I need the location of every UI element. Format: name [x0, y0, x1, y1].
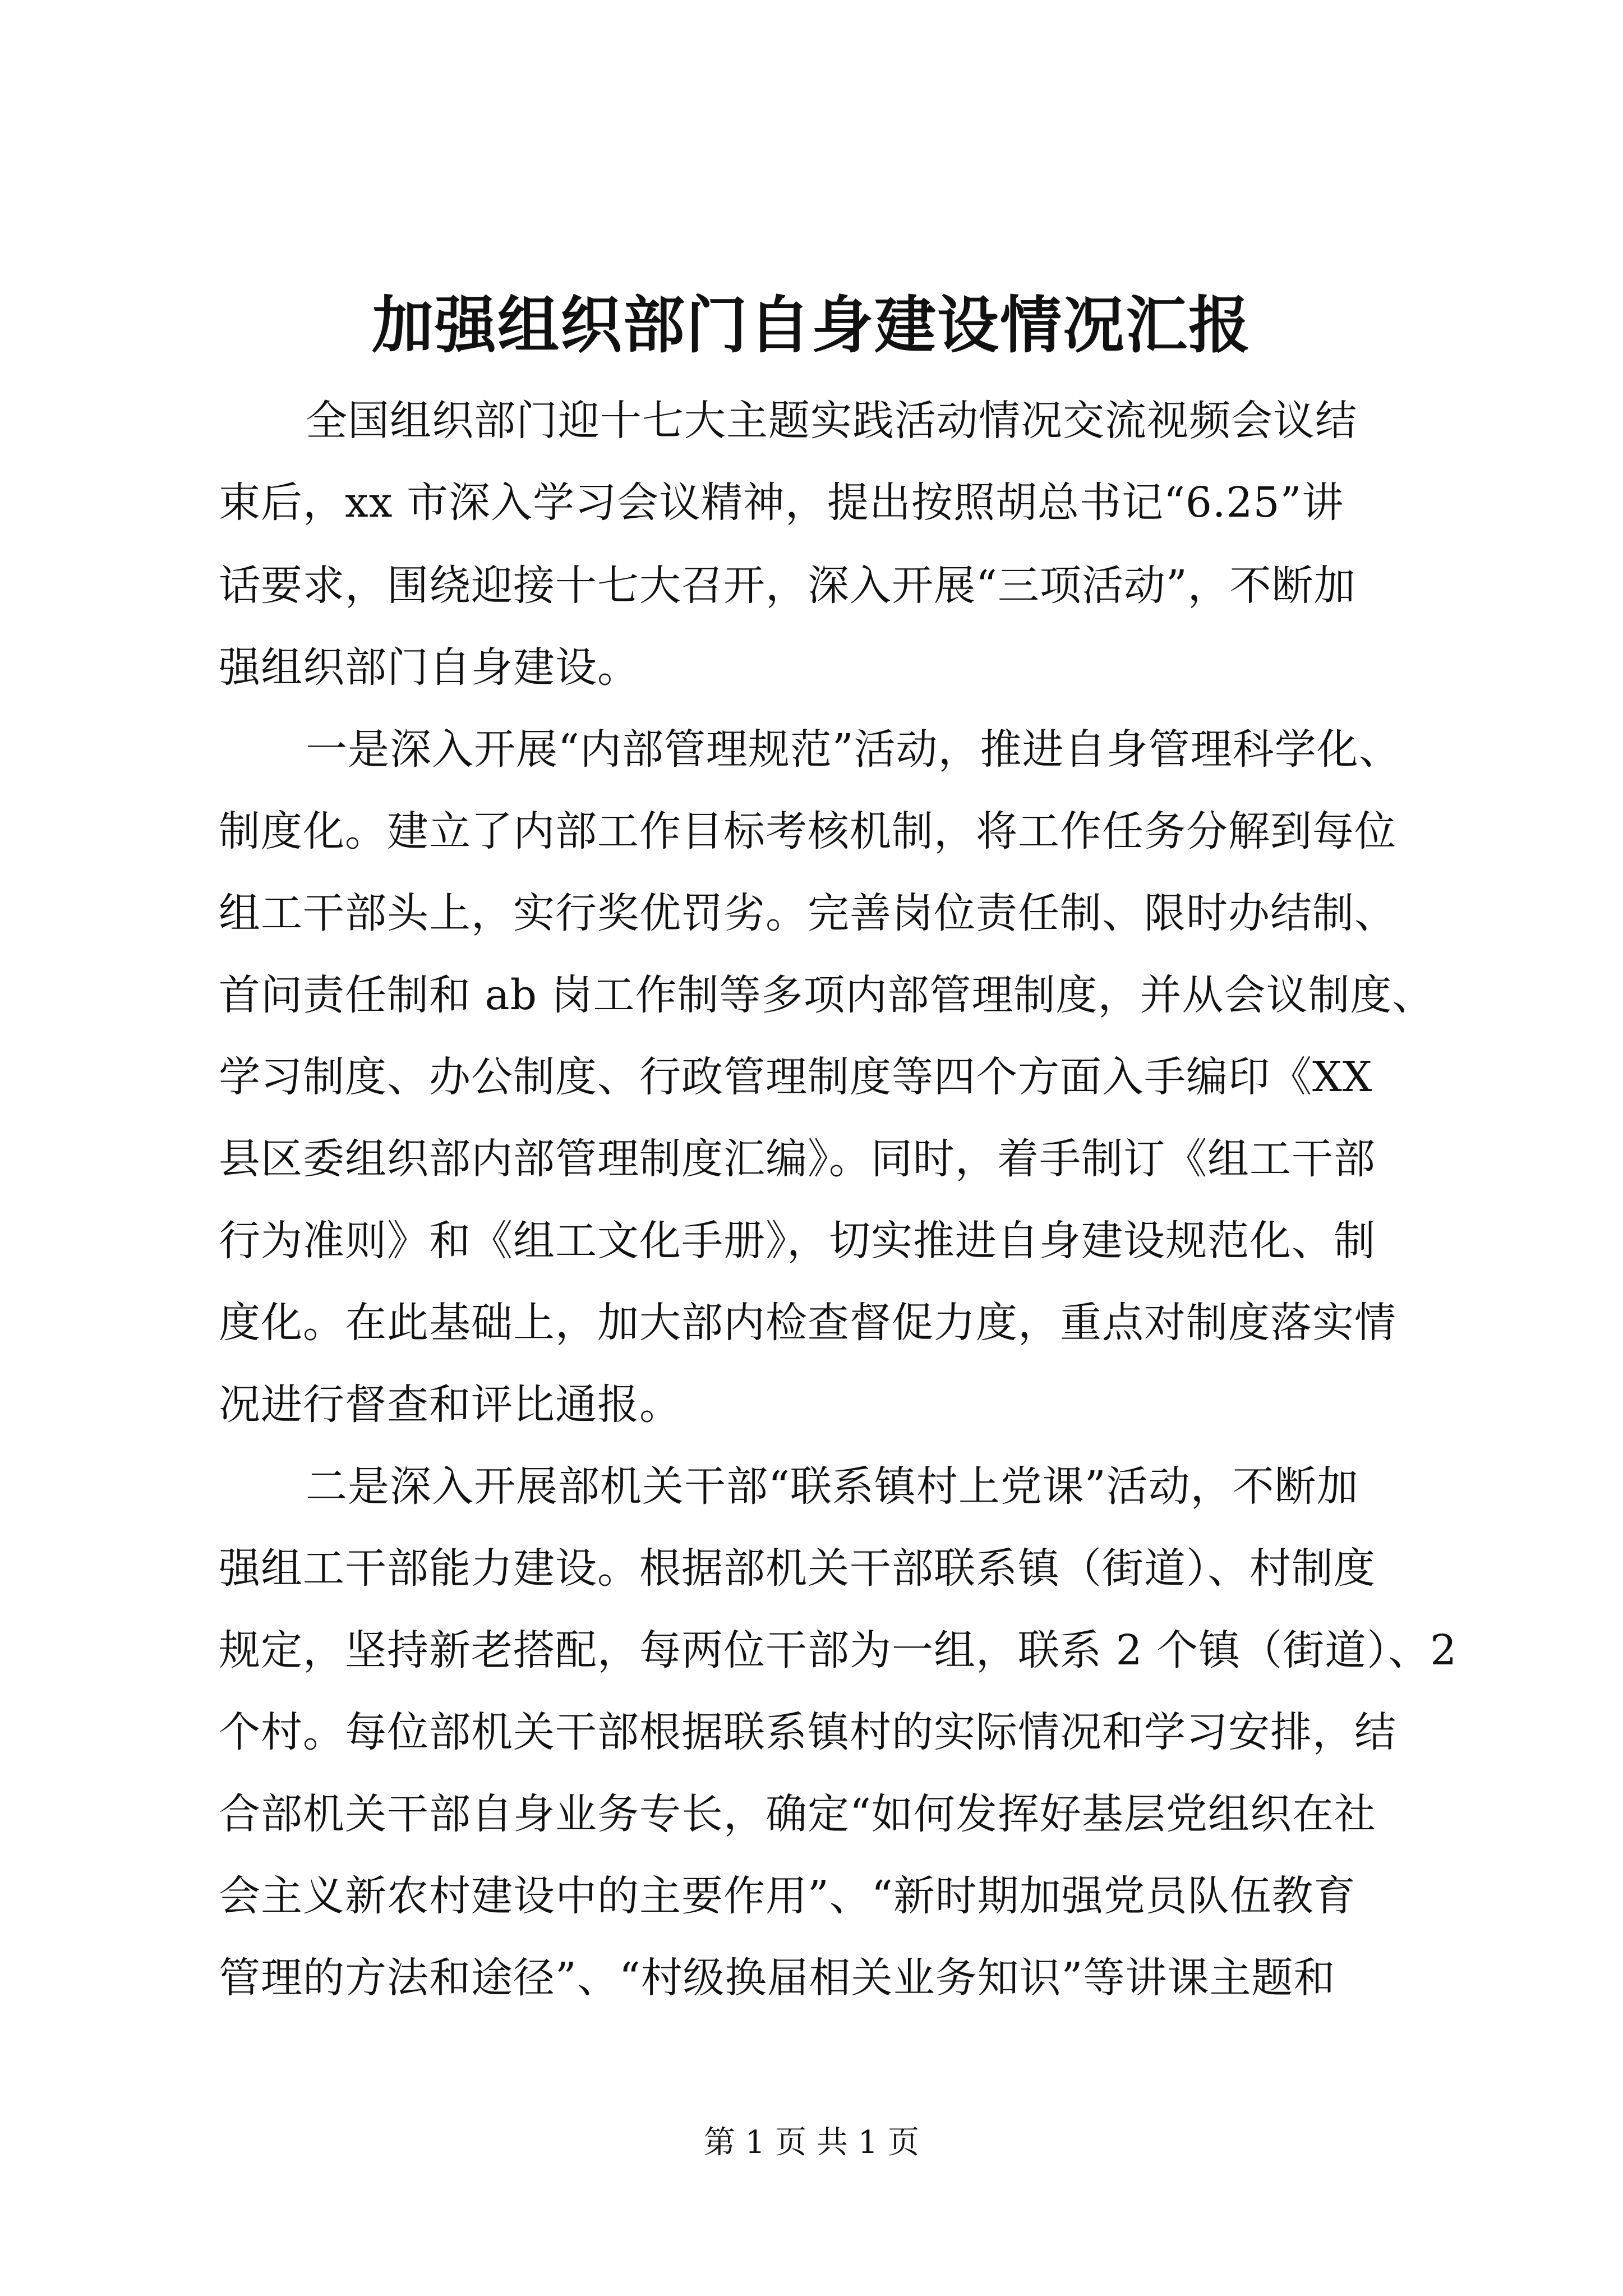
paragraph-2-line-2: 制度化。建立了内部工作目标考核机制，将工作任务分解到每位 — [219, 807, 1396, 855]
paragraph-1-line-3: 话要求，围绕迎接十七大召开，深入开展“三项活动”，不断加 — [219, 562, 1356, 610]
paragraph-2-line-8: 度化。在此基础上，加大部内检查督促力度，重点对制度落实情 — [219, 1299, 1396, 1347]
paragraph-2-line-6: 县区委组织部内部管理制度汇编》。同时，着手制订《组工干部 — [219, 1135, 1376, 1183]
paragraph-3-line-3: 规定，坚持新老搭配，每两位干部为一组，联系 2 个镇（街道）、2 — [219, 1626, 1458, 1674]
paragraph-3-line-6: 会主义新农村建设中的主要作用”、“新时期加强党员队伍教育 — [219, 1872, 1356, 1920]
page-footer: 第 1 页 共 1 页 — [703, 2124, 920, 2161]
paragraph-2-line-5: 学习制度、办公制度、行政管理制度等四个方面入手编印《XX — [219, 1053, 1373, 1101]
paragraph-1-line-2: 束后，xx 市深入学习会议精神，提出按照胡总书记“6.25”讲 — [219, 478, 1344, 527]
paragraph-3-line-1: 二是深入开展部机关干部“联系镇村上党课”活动，不断加 — [306, 1462, 1359, 1511]
paragraph-2-line-3: 组工干部头上，实行奖优罚劣。完善岗位责任制、限时办结制、 — [219, 889, 1396, 937]
paragraph-2-line-7: 行为准则》和《组工文化手册》，切实推进自身建设规范化、制 — [219, 1217, 1376, 1265]
paragraph-2-line-1: 一是深入开展“内部管理规范”活动，推进自身管理科学化、 — [306, 725, 1401, 774]
paragraph-3-line-4: 个村。每位部机关干部根据联系镇村的实际情况和学习安排，结 — [219, 1708, 1396, 1756]
paragraph-1-line-1: 全国组织部门迎十七大主题实践活动情况交流视频会议结 — [306, 397, 1357, 445]
document-title: 加强组织部门自身建设情况汇报 — [372, 289, 1251, 361]
paragraph-3-line-5: 合部机关干部自身业务专长，确定“如何发挥好基层党组织在社 — [219, 1790, 1376, 1838]
paragraph-1-line-4: 强组织部门自身建设。 — [219, 643, 639, 692]
paragraph-2-line-4: 首问责任制和 ab 岗工作制等多项内部管理制度，并从会议制度、 — [219, 971, 1435, 1019]
paragraph-3-line-7: 管理的方法和途径”、“村级换届相关业务知识”等讲课主题和 — [219, 1954, 1336, 2002]
paragraph-3-line-2: 强组工干部能力建设。根据部机关干部联系镇（街道）、村制度 — [219, 1544, 1376, 1593]
paragraph-2-line-9: 况进行督查和评比通报。 — [219, 1381, 681, 1429]
